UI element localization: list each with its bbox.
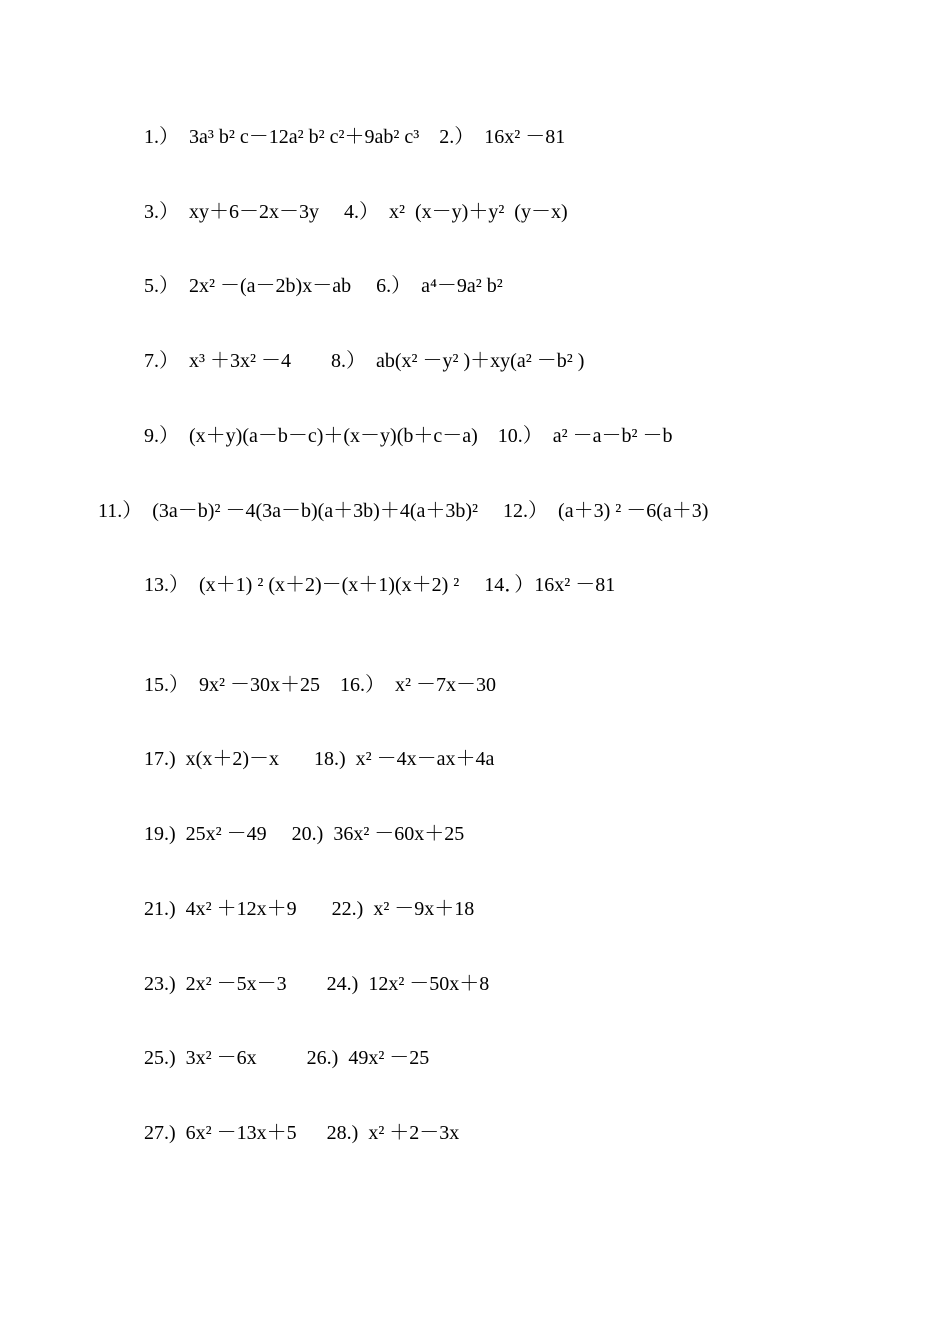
problem-line-19-20	[144, 822, 464, 846]
problem-text: 23.) 2x² －5x－3 24.) 12x² －50x＋8	[144, 973, 490, 995]
problem-line-15-16	[144, 673, 496, 697]
problem-line-13-14	[144, 573, 615, 597]
problem-text: 7.） x³ ＋3x² －4 8.） ab(x² －y² )＋xy(a² －b² )	[144, 350, 585, 372]
problem-text: 25.) 3x² －6x 26.) 49x² －25	[144, 1047, 430, 1069]
problem-line-27-28	[144, 1121, 459, 1145]
problem-text: 13.） (x＋1) ² (x＋2)－(x＋1)(x＋2) ² 14．）16x² －81	[144, 574, 616, 596]
problem-line-25-26	[144, 1046, 429, 1070]
problem-line-7-8	[144, 349, 584, 373]
problem-text: 3.） xy＋6－2x－3y 4.） x² (x－y)＋y² (y－x)	[144, 201, 568, 223]
problem-line-17-18	[144, 747, 494, 771]
problem-text: 11.） (3a－b)² －4(3a－b)(a＋3b)＋4(a＋3b)² 12.） (a＋3) ² －6(a＋3)	[98, 500, 709, 522]
problem-text: 21.) 4x² ＋12x＋9 22.) x² －9x＋18	[144, 898, 475, 920]
problem-line-5-6	[144, 274, 503, 298]
problem-line-1-2	[144, 125, 565, 149]
problem-line-11-12	[98, 499, 708, 523]
problem-line-9-10	[144, 424, 673, 448]
problem-line-23-24	[144, 972, 489, 996]
problem-text: 17.) x(x＋2)－x 18.) x² －4x－ax＋4a	[144, 748, 495, 770]
problem-text: 9.） (x＋y)(a－b－c)＋(x－y)(b＋c－a) 10.） a² －a－b² －b	[144, 425, 673, 447]
problem-text: 15.） 9x² －30x＋25 16.） x² －7x－30	[144, 674, 496, 696]
problem-text: 5.） 2x² －(a－2b)x－ab 6.） a⁴－9a² b²	[144, 275, 503, 297]
problem-text: 27.) 6x² －13x＋5 28.) x² ＋2－3x	[144, 1122, 460, 1144]
problem-line-21-22	[144, 897, 474, 921]
problem-text: 19.) 25x² －49 20.) 36x² －60x＋25	[144, 823, 465, 845]
problem-text: 1.） 3a³ b² c－12a² b² c²＋9ab² c³ 2.） 16x² －81	[144, 126, 566, 148]
problem-line-3-4	[144, 200, 568, 224]
